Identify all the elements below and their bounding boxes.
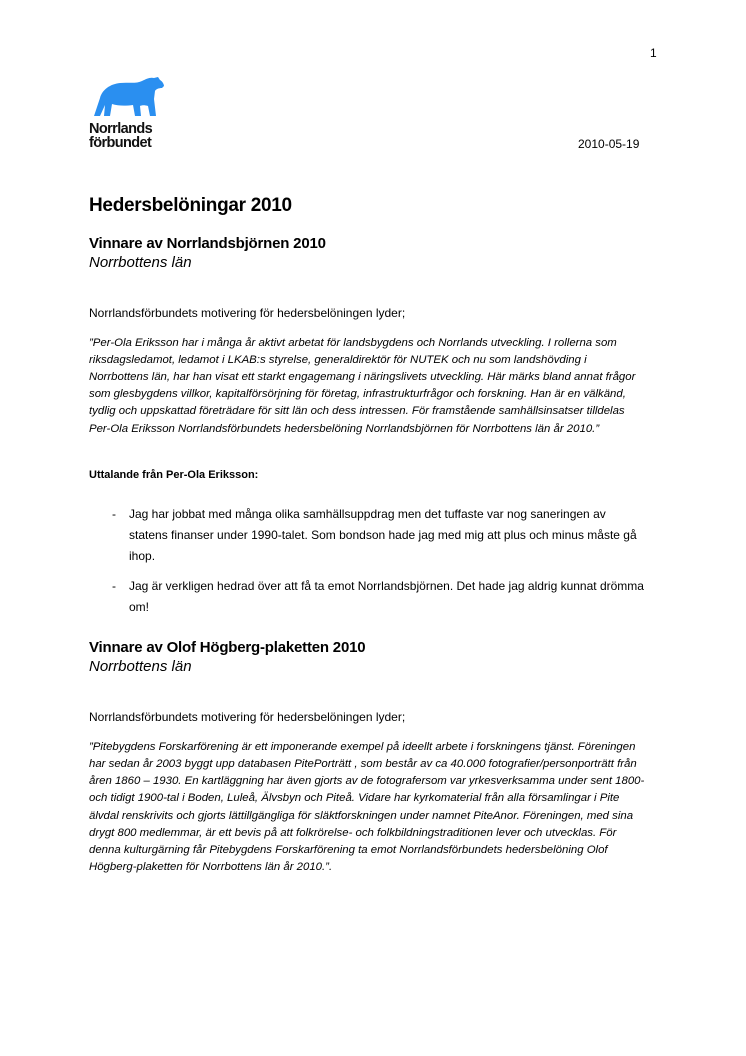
section-heading: Vinnare av Norrlandsbjörnen 2010	[89, 235, 326, 252]
document-date: 2010-05-19	[578, 137, 640, 151]
statement-item	[89, 576, 644, 618]
statement-list	[89, 504, 649, 618]
bear-icon	[88, 72, 168, 122]
section-norrlandsbjornen	[89, 235, 649, 618]
logo-text	[89, 122, 152, 150]
statement-heading: Uttalande från Per-Ola Eriksson:	[89, 468, 259, 481]
motivation-quote: ”Per-Ola Eriksson har i många år aktivt arbetat för landsbygdens och Norrlands utveckling. I rollerna som riksdagsledamot, ledamot i LKAB:s styrelse, generaldirektör för NUTEK och nu som landshövding i Norrbottens län, har han visat ett starkt engagemang i näringslivets utveckling. Här märks bland annat frågor som glesbygdens villkor, kapitalförsörjning för företag, infrastrukturfrågor och forskning. Han är en välkänd, tydlig och uppskattad företrädare för sitt län och dess intressen. För framstående samhällsinsatser tilldelas Per-Ola Eriksson Norrlandsförbundets hedersbelöning Norrlandsbjörnen för Norrbottens län år 2010.”	[89, 336, 636, 435]
list-dash: -	[112, 579, 116, 594]
norrlandsforbundet-logo	[88, 72, 178, 152]
document-title: Hedersbelöningar 2010	[89, 195, 292, 216]
section-olof-hogberg-plaketten	[89, 639, 649, 876]
motivation-intro: Norrlandsförbundets motivering för hedersbelöningen lyder;	[89, 306, 406, 320]
statement-text: Jag är verkligen hedrad över att få ta emot Norrlandsbjörnen. Det hade jag aldrig kunnat drömma om!	[129, 579, 644, 615]
list-dash: -	[112, 507, 116, 522]
section-county: Norrbottens län	[89, 658, 192, 676]
motivation-quote: ”Pitebygdens Forskarförening är ett imponerande exempel på ideellt arbete i forskningens tjänst. Föreningen har sedan år 2003 byggt upp databasen PitePorträtt , som består av ca 40.000 fotografier/personporträtt från åren 1860 – 1930. En kartläggning har även gjorts av de fotografersom var yrkesverksamma under sent 1800- och tidigt 1900-tal i Boden, Luleå, Älvsbyn och Piteå. Vidare har kyrkomaterial från alla församlingar i Pite älvdal renskrivits och gjorts lättillgängliga för släktforskningen under namnet PiteAnor. Föreningen, med sina drygt 800 medlemmar, är ett bevis på att folkrörelse- och folkbildningstraditionen lever och utvecklas. För denna kulturgärning får Pitebygdens Forskarförening ta emot Norrlandsförbundets hedersbelöning Olof Högberg-plaketten för Norrbottens län år 2010.”.	[89, 740, 645, 874]
document-body	[89, 195, 649, 876]
statement-item	[89, 504, 644, 567]
logo-line2: förbundet	[89, 135, 152, 151]
page-number: 1	[650, 46, 657, 60]
statement-text: Jag har jobbat med många olika samhällsuppdrag men det tuffaste var nog saneringen av statens finanser under 1990-talet. Som bondson hade jag med mig att plus och minus måste gå ihop.	[129, 507, 637, 564]
motivation-intro: Norrlandsförbundets motivering för hedersbelöningen lyder;	[89, 710, 406, 725]
section-county: Norrbottens län	[89, 254, 192, 271]
logo-line1: Norrlands	[89, 121, 153, 137]
section-heading: Vinnare av Olof Högberg-plaketten 2010	[89, 639, 366, 657]
